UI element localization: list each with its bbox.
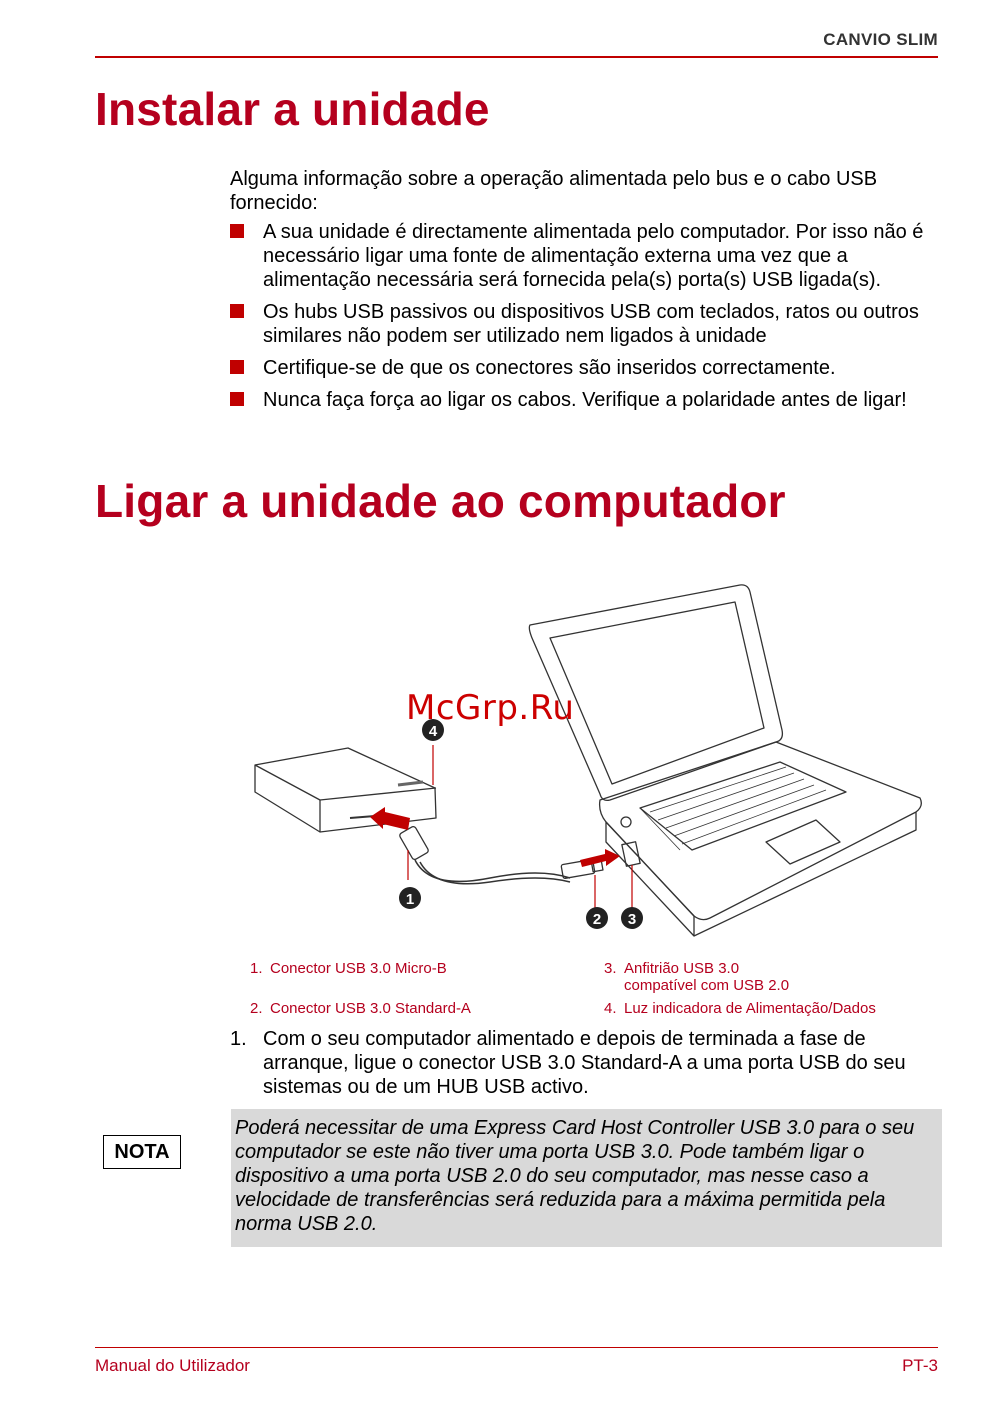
note-label: NOTA [103, 1135, 181, 1169]
bullet-text: A sua unidade é directamente alimentada pelo computador. Por isso não é necessário ligar uma fonte de alimentação externa uma vez que a alimentação necessária será fornecida pela(s) porta(s) USB ligada(s). [263, 221, 924, 291]
figure-marker-1 [399, 887, 421, 909]
arrow-icon [370, 807, 410, 830]
list-item [230, 300, 945, 348]
bullet-text: Certifique-se de que os conectores são inseridos correctamente. [263, 357, 836, 379]
figure-marker-2 [586, 907, 608, 929]
list-item [230, 356, 945, 380]
footer-rule [95, 1347, 938, 1348]
caption-text-continued: compatível com USB 2.0 [624, 977, 790, 994]
list-item [230, 220, 945, 292]
header-product: CANVIO SLIM [823, 30, 938, 49]
bullet-text: Os hubs USB passivos ou dispositivos USB com teclados, ratos ou outros similares não podem ser utilizado nem ligados à unidade [263, 301, 919, 347]
footer-manual-title: Manual do Utilizador [95, 1356, 250, 1375]
marker-label: 3 [627, 911, 637, 928]
step-1 [230, 1027, 945, 1099]
caption-number: 3. [604, 960, 617, 977]
section-title-connect: Ligar a unidade ao computador [95, 475, 786, 527]
caption-4 [604, 1000, 876, 1017]
footer-page-number: PT-3 [902, 1356, 938, 1375]
list-item [230, 388, 945, 412]
bullet-text: Nunca faça força ao ligar os cabos. Verifique a polaridade antes de ligar! [263, 389, 907, 411]
caption-text: Luz indicadora de Alimentação/Dados [624, 1000, 876, 1017]
step-text: Com o seu computador alimentado e depois de terminada a fase de arranque, ligue o conector USB 3.0 Standard-A a uma porta USB do seu sistemas ou de um HUB USB activo. [263, 1028, 906, 1098]
caption-number: 2. [250, 1000, 263, 1017]
bullet-square-icon [230, 224, 244, 238]
step-number: 1. [230, 1028, 247, 1050]
section-title-install: Instalar a unidade [95, 83, 490, 135]
bullet-square-icon [230, 360, 244, 374]
caption-2 [250, 1000, 471, 1017]
figure-marker-3 [621, 907, 643, 929]
caption-text: Conector USB 3.0 Micro-B [270, 960, 447, 977]
bullet-list [230, 220, 945, 420]
note-box: Poderá necessitar de uma Express Card Host Controller USB 3.0 para o seu computador se este não tiver uma porta USB 3.0. Pode também ligar o dispositivo a uma porta USB 2.0 do seu computador, mas nesse caso a velocidade de transferências será reduzida para a máxima permitida pela norma USB 2.0. [231, 1109, 942, 1247]
intro-paragraph: Alguma informação sobre a operação alimentada pelo bus e o cabo USB fornecido: [230, 168, 878, 214]
caption-3 [604, 960, 789, 994]
marker-label: 4 [428, 723, 438, 740]
header-rule [95, 56, 938, 58]
arrow-icon [580, 849, 620, 867]
caption-number: 4. [604, 1000, 617, 1017]
caption-text: Anfitrião USB 3.0 [624, 960, 740, 977]
watermark: McGrp.Ru [406, 688, 575, 728]
caption-number: 1. [250, 960, 263, 977]
connection-illustration [240, 560, 940, 960]
marker-label: 1 [405, 891, 415, 908]
caption-text: Conector USB 3.0 Standard-A [270, 1000, 471, 1017]
marker-label: 2 [592, 911, 602, 928]
caption-1 [250, 960, 447, 977]
bullet-square-icon [230, 392, 244, 406]
bullet-square-icon [230, 304, 244, 318]
